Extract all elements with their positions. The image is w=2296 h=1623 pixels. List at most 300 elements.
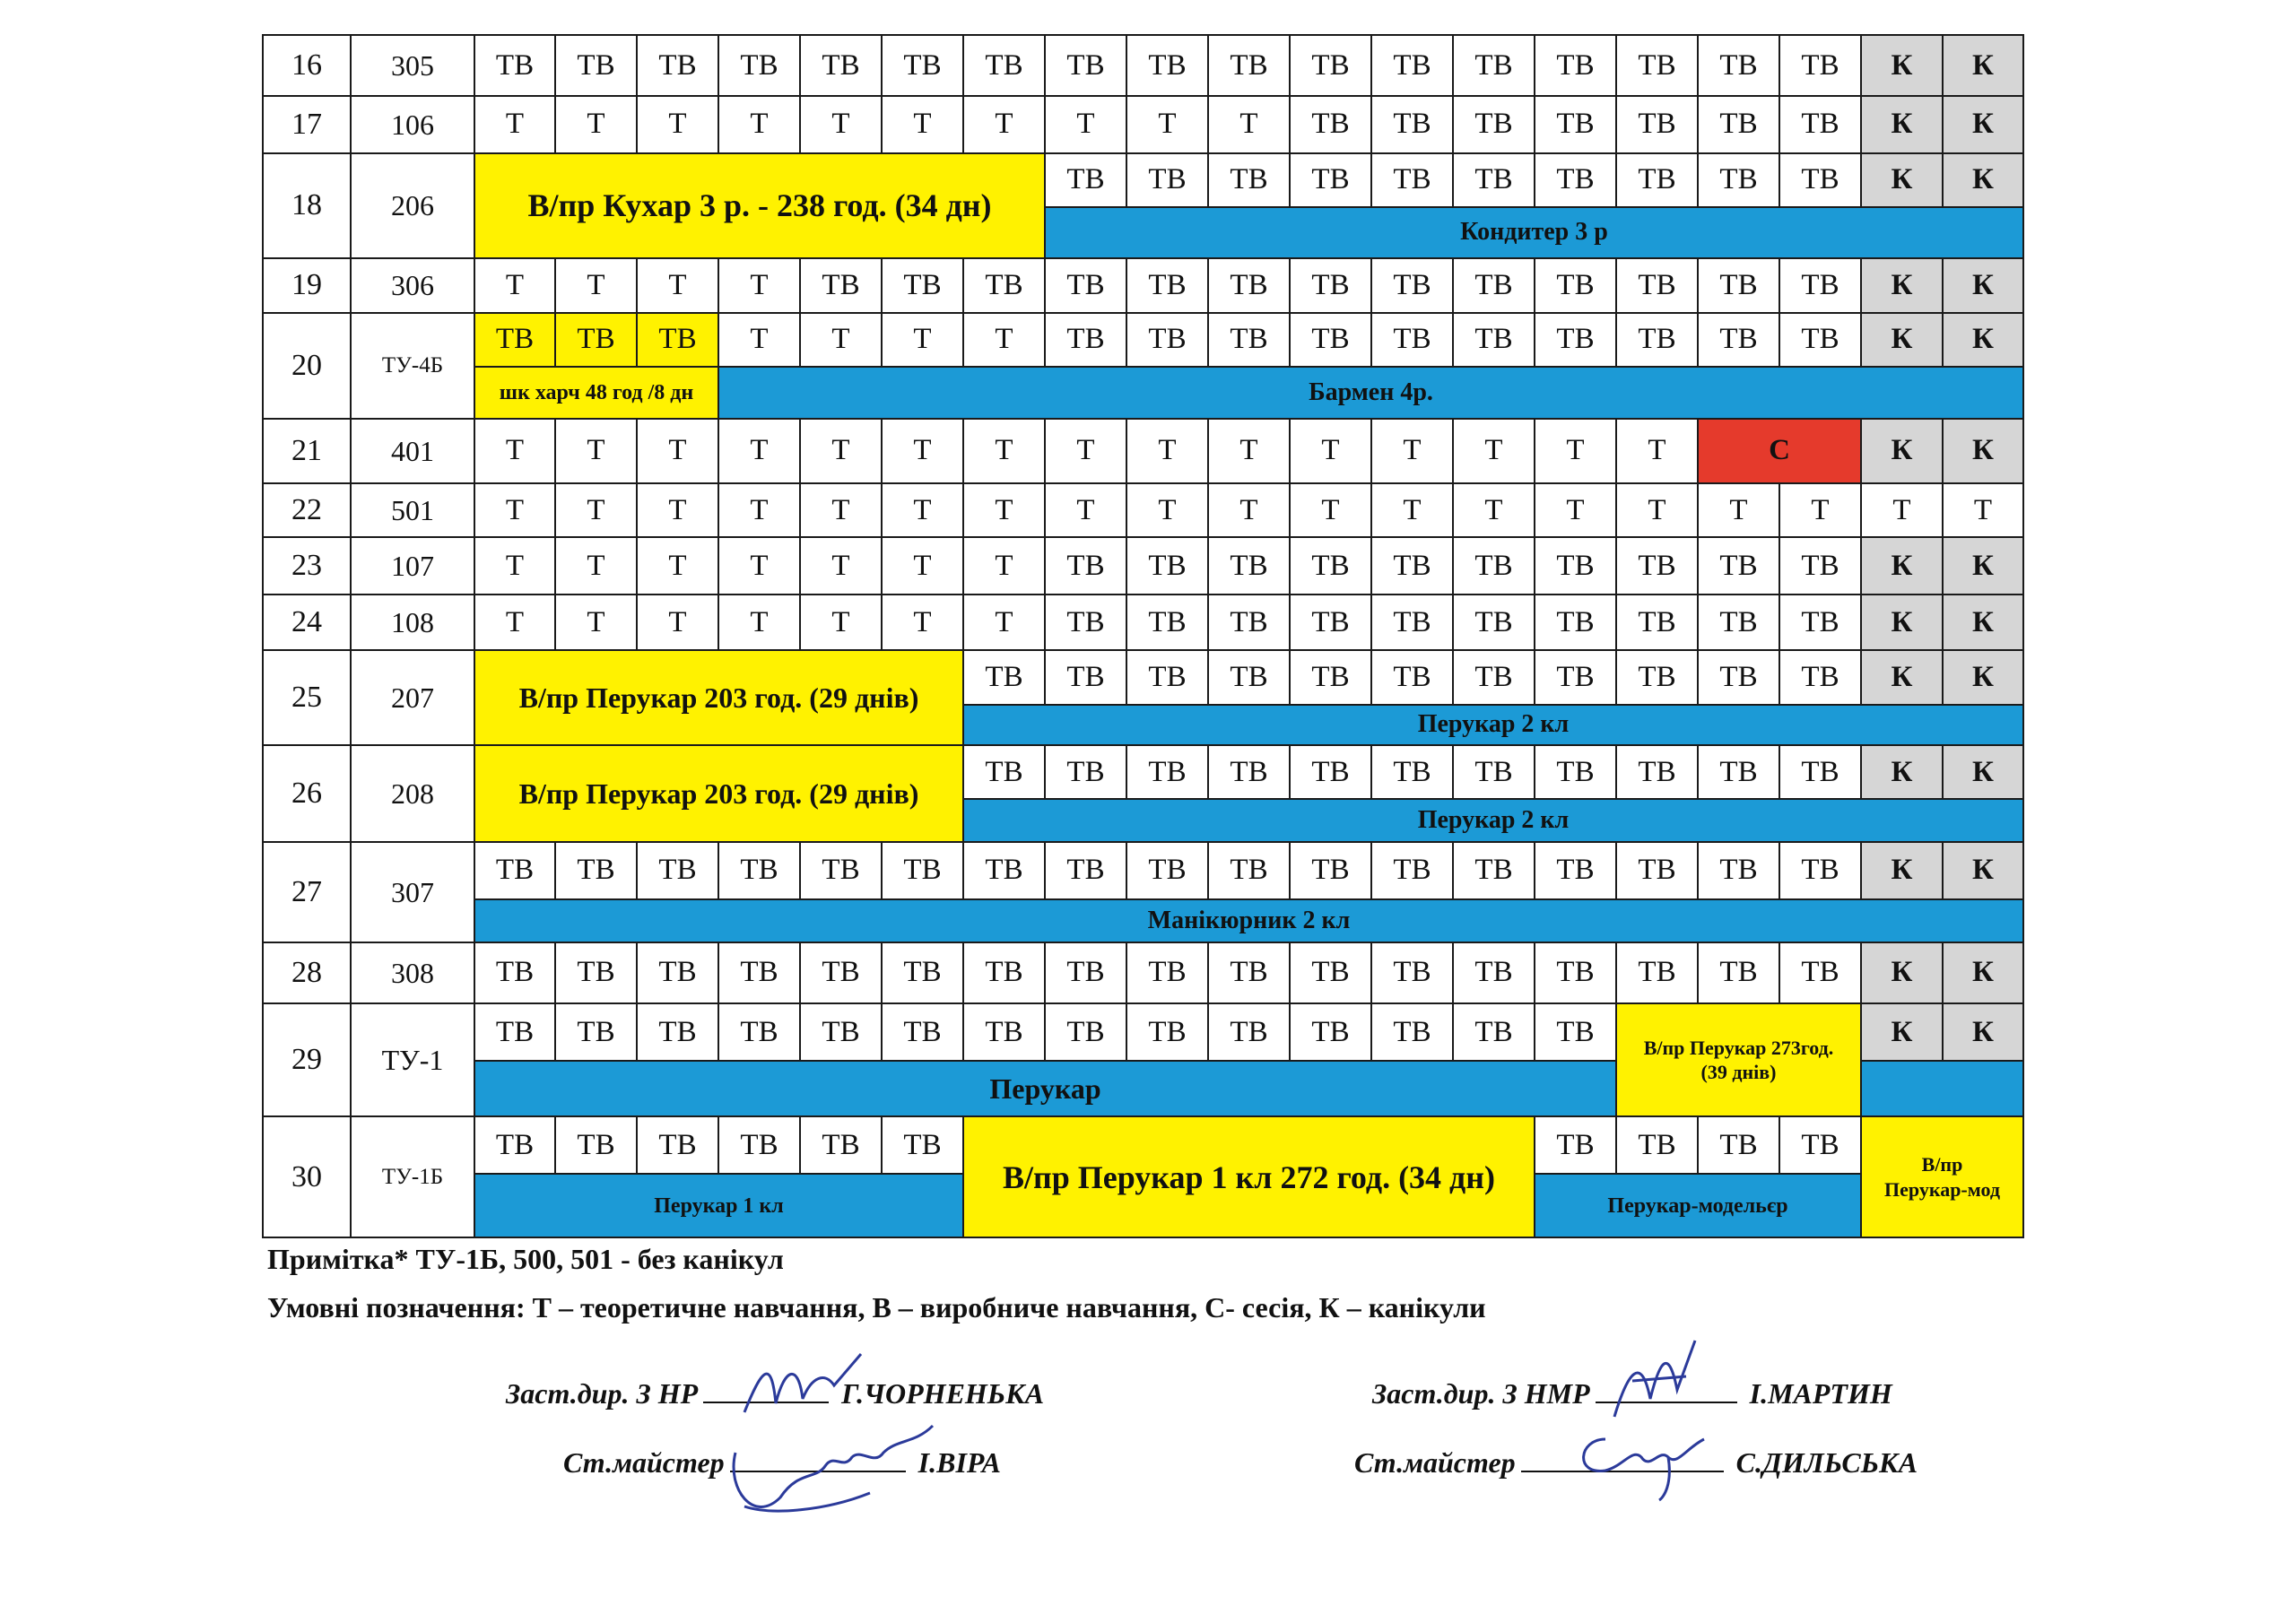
- week-cell: ТВ: [1126, 537, 1208, 595]
- week-cell: ТВ: [882, 842, 963, 899]
- week-cell: ТВ: [1453, 96, 1535, 152]
- handwritten-signature-icon: [718, 1417, 951, 1533]
- holiday-cell: К: [1861, 650, 1943, 704]
- week-cell: ТВ: [1045, 650, 1126, 704]
- week-cell: Т: [637, 537, 718, 595]
- row-number: 22: [263, 483, 351, 537]
- handwritten-signature-icon: [1570, 1421, 1722, 1502]
- week-cell: ТВ: [963, 35, 1045, 96]
- week-cell: ТВ: [555, 313, 637, 367]
- group-code: ТУ-4Б: [351, 313, 474, 419]
- week-cell: ТВ: [474, 35, 555, 96]
- week-cell: ТВ: [1616, 153, 1698, 207]
- week-cell: ТВ: [1535, 745, 1616, 799]
- week-cell: Т: [882, 537, 963, 595]
- week-cell: ТВ: [1698, 96, 1779, 152]
- week-cell: ТВ: [1453, 595, 1535, 650]
- week-cell: Т: [1208, 419, 1290, 483]
- week-cell: Т: [718, 258, 800, 313]
- week-cell: ТВ: [1290, 650, 1371, 704]
- holiday-cell: К: [1861, 96, 1943, 152]
- holiday-cell: К: [1943, 419, 2023, 483]
- week-cell: ТВ: [1698, 258, 1779, 313]
- holiday-cell: К: [1861, 595, 1943, 650]
- specialty-bar-end: [1861, 1061, 2023, 1116]
- week-cell: Т: [474, 483, 555, 537]
- signer-name: С.ДИЛЬСЬКА: [1735, 1446, 1918, 1479]
- week-cell: ТВ: [1535, 258, 1616, 313]
- practice-block: В/пр Перукар 1 кл 272 год. (34 дн): [963, 1116, 1535, 1237]
- group-code: 306: [351, 258, 474, 313]
- week-cell: Т: [1535, 483, 1616, 537]
- week-cell: Т: [474, 419, 555, 483]
- week-cell: ТВ: [1616, 96, 1698, 152]
- week-cell: ТВ: [1126, 313, 1208, 367]
- holiday-cell: К: [1943, 96, 2023, 152]
- week-cell: ТВ: [1453, 745, 1535, 799]
- week-cell: Т: [555, 595, 637, 650]
- signer-name: І.МАРТИН: [1749, 1377, 1892, 1410]
- week-cell: Т: [474, 595, 555, 650]
- week-cell: ТВ: [1045, 1003, 1126, 1061]
- week-cell: ТВ: [1535, 842, 1616, 899]
- group-code: 107: [351, 537, 474, 595]
- row-number: 30: [263, 1116, 351, 1237]
- week-cell: ТВ: [637, 1003, 718, 1061]
- week-cell: ТВ: [1453, 942, 1535, 1003]
- week-cell: ТВ: [1698, 1116, 1779, 1174]
- row-number: 26: [263, 745, 351, 842]
- holiday-cell: К: [1861, 258, 1943, 313]
- week-cell: ТВ: [637, 1116, 718, 1174]
- week-cell: ТВ: [882, 35, 963, 96]
- week-cell: ТВ: [1371, 842, 1453, 899]
- holiday-cell: К: [1861, 419, 1943, 483]
- week-cell: Т: [1616, 419, 1698, 483]
- week-cell: Т: [1535, 419, 1616, 483]
- week-cell: ТВ: [1126, 842, 1208, 899]
- week-cell: ТВ: [1779, 153, 1861, 207]
- week-cell: ТВ: [637, 942, 718, 1003]
- week-cell: ТВ: [1779, 1116, 1861, 1174]
- week-cell: Т: [1045, 419, 1126, 483]
- week-cell: Т: [1698, 483, 1779, 537]
- week-cell: Т: [800, 483, 882, 537]
- week-cell: Т: [718, 419, 800, 483]
- row-number: 24: [263, 595, 351, 650]
- week-cell: ТВ: [718, 35, 800, 96]
- practice-end-line-2: Перукар-мод: [1884, 1177, 2000, 1201]
- group-code: ТУ-1: [351, 1003, 474, 1116]
- week-cell: ТВ: [1371, 537, 1453, 595]
- row-number: 25: [263, 650, 351, 745]
- week-cell: Т: [882, 483, 963, 537]
- week-cell: Т: [474, 258, 555, 313]
- week-cell: ТВ: [1535, 35, 1616, 96]
- week-cell: ТВ: [474, 942, 555, 1003]
- week-cell: ТВ: [1535, 1116, 1616, 1174]
- week-cell: ТВ: [1616, 1116, 1698, 1174]
- week-cell: ТВ: [1779, 96, 1861, 152]
- holiday-cell: К: [1943, 258, 2023, 313]
- week-cell: Т: [1453, 419, 1535, 483]
- week-cell: Т: [1126, 96, 1208, 152]
- week-cell: ТВ: [1126, 595, 1208, 650]
- week-cell: Т: [555, 419, 637, 483]
- row-number: 16: [263, 35, 351, 96]
- week-cell: ТВ: [882, 942, 963, 1003]
- week-cell: ТВ: [1698, 313, 1779, 367]
- week-cell: ТВ: [1290, 1003, 1371, 1061]
- week-cell: ТВ: [1371, 650, 1453, 704]
- week-cell: ТВ: [882, 258, 963, 313]
- signer-title: Ст.майстер: [563, 1446, 725, 1479]
- row-number: 17: [263, 96, 351, 152]
- table-row: [263, 1116, 2023, 1174]
- week-cell: Т: [1290, 483, 1371, 537]
- week-cell: ТВ: [1616, 35, 1698, 96]
- week-cell: ТВ: [1616, 650, 1698, 704]
- week-cell: Т: [1126, 419, 1208, 483]
- holiday-cell: К: [1861, 313, 1943, 367]
- week-cell: Т: [1290, 419, 1371, 483]
- week-cell: Т: [718, 96, 800, 152]
- week-cell: ТВ: [1371, 258, 1453, 313]
- table-row: [263, 1003, 2023, 1061]
- week-cell: ТВ: [474, 1116, 555, 1174]
- week-cell: ТВ: [1126, 942, 1208, 1003]
- week-cell: Т: [882, 313, 963, 367]
- signer-title: Ст.майстер: [1354, 1446, 1516, 1479]
- week-cell: ТВ: [1698, 842, 1779, 899]
- week-cell: Т: [718, 537, 800, 595]
- week-cell: Т: [637, 483, 718, 537]
- week-cell: ТВ: [1290, 96, 1371, 152]
- holiday-cell: К: [1943, 745, 2023, 799]
- week-cell: Т: [1371, 483, 1453, 537]
- week-cell: ТВ: [1208, 537, 1290, 595]
- week-cell: Т: [637, 96, 718, 152]
- signer-name: І.ВІРА: [918, 1446, 1001, 1479]
- week-cell: ТВ: [1371, 96, 1453, 152]
- group-code: 208: [351, 745, 474, 842]
- table-row: [263, 745, 2023, 799]
- week-cell: ТВ: [1698, 650, 1779, 704]
- week-cell: ТВ: [1779, 842, 1861, 899]
- week-cell: ТВ: [637, 842, 718, 899]
- week-cell: ТВ: [1045, 942, 1126, 1003]
- schedule-table: [262, 34, 2024, 1238]
- holiday-cell: К: [1943, 1003, 2023, 1061]
- week-cell: ТВ: [882, 1116, 963, 1174]
- week-cell: ТВ: [1535, 650, 1616, 704]
- table-row: [263, 842, 2023, 899]
- week-cell: ТВ: [963, 258, 1045, 313]
- week-cell: ТВ: [1453, 537, 1535, 595]
- handwritten-signature-icon: [1596, 1336, 1713, 1435]
- week-cell: ТВ: [1290, 537, 1371, 595]
- week-cell: ТВ: [1126, 153, 1208, 207]
- week-cell: ТВ: [1208, 842, 1290, 899]
- week-cell: ТВ: [1453, 650, 1535, 704]
- week-cell: ТВ: [1045, 537, 1126, 595]
- week-cell: ТВ: [1779, 650, 1861, 704]
- week-cell: ТВ: [1371, 942, 1453, 1003]
- holiday-cell: К: [1861, 35, 1943, 96]
- specialty-bar: Перукар 2 кл: [963, 705, 2023, 746]
- week-cell: ТВ: [1698, 595, 1779, 650]
- week-cell: Т: [1208, 483, 1290, 537]
- practice-block: [1616, 1003, 1861, 1116]
- week-cell: ТВ: [1045, 313, 1126, 367]
- week-cell: Т: [718, 313, 800, 367]
- specialty-bar: Перукар 1 кл: [474, 1174, 963, 1237]
- week-cell: Т: [963, 483, 1045, 537]
- week-cell: ТВ: [1779, 595, 1861, 650]
- week-cell: ТВ: [1126, 1003, 1208, 1061]
- week-cell: ТВ: [1290, 942, 1371, 1003]
- row-number: 20: [263, 313, 351, 419]
- week-cell: ТВ: [1453, 153, 1535, 207]
- week-cell: ТВ: [555, 842, 637, 899]
- week-cell: Т: [800, 96, 882, 152]
- week-cell: Т: [555, 96, 637, 152]
- week-cell: ТВ: [1535, 942, 1616, 1003]
- week-cell: ТВ: [1208, 595, 1290, 650]
- week-cell: ТВ: [1779, 35, 1861, 96]
- session-cell: С: [1698, 419, 1861, 483]
- holiday-cell: К: [1861, 537, 1943, 595]
- table-row: [263, 367, 2023, 419]
- week-cell: ТВ: [718, 842, 800, 899]
- table-row: [263, 595, 2023, 650]
- week-cell: Т: [1045, 483, 1126, 537]
- specialty-bar: Перукар 2 кл: [963, 799, 2023, 842]
- group-code: 401: [351, 419, 474, 483]
- week-cell: ТВ: [1126, 650, 1208, 704]
- week-cell: ТВ: [1698, 153, 1779, 207]
- week-cell: ТВ: [1453, 842, 1535, 899]
- holiday-cell: К: [1943, 153, 2023, 207]
- week-cell: ТВ: [1045, 153, 1126, 207]
- week-cell: ТВ: [1371, 153, 1453, 207]
- week-cell: ТВ: [1779, 258, 1861, 313]
- week-cell: ТВ: [1208, 258, 1290, 313]
- school-food-note: шк харч 48 год /8 дн: [474, 367, 718, 419]
- holiday-cell: К: [1943, 942, 2023, 1003]
- footnote: Примітка* ТУ-1Б, 500, 501 - без канікул: [267, 1243, 784, 1275]
- row-number: 19: [263, 258, 351, 313]
- week-cell: ТВ: [718, 942, 800, 1003]
- week-cell: ТВ: [1535, 595, 1616, 650]
- signer-name: Г.ЧОРНЕНЬКА: [841, 1377, 1045, 1410]
- week-cell: ТВ: [1290, 313, 1371, 367]
- week-cell: ТВ: [1779, 313, 1861, 367]
- week-cell: ТВ: [1453, 1003, 1535, 1061]
- practice-line-2: (39 днів): [1700, 1061, 1777, 1084]
- week-cell: ТВ: [1616, 258, 1698, 313]
- week-cell: ТВ: [637, 313, 718, 367]
- week-cell: ТВ: [800, 35, 882, 96]
- week-cell: Т: [882, 595, 963, 650]
- week-cell: ТВ: [882, 1003, 963, 1061]
- week-cell: Т: [637, 258, 718, 313]
- week-cell: Т: [637, 595, 718, 650]
- specialty-bar: Кондитер 3 р: [1045, 207, 2023, 258]
- week-cell: Т: [718, 483, 800, 537]
- table-row: [263, 537, 2023, 595]
- practice-line-1: В/пр Перукар 273год.: [1643, 1036, 1834, 1059]
- week-cell: Т: [963, 96, 1045, 152]
- week-cell: ТВ: [1208, 313, 1290, 367]
- week-cell: ТВ: [1616, 313, 1698, 367]
- week-cell: ТВ: [1290, 595, 1371, 650]
- week-cell: ТВ: [555, 1003, 637, 1061]
- week-cell: Т: [555, 537, 637, 595]
- table-row: [263, 258, 2023, 313]
- week-cell: Т: [1453, 483, 1535, 537]
- practice-block-end: [1861, 1116, 2023, 1237]
- week-cell: ТВ: [1045, 595, 1126, 650]
- week-cell: ТВ: [1126, 35, 1208, 96]
- week-cell: ТВ: [718, 1116, 800, 1174]
- week-cell: ТВ: [1698, 745, 1779, 799]
- week-cell: ТВ: [1290, 153, 1371, 207]
- week-cell: Т: [1208, 96, 1290, 152]
- week-cell: ТВ: [1045, 745, 1126, 799]
- week-cell: ТВ: [1208, 650, 1290, 704]
- row-number: 18: [263, 153, 351, 258]
- week-cell: ТВ: [1371, 35, 1453, 96]
- holiday-cell: К: [1943, 35, 2023, 96]
- week-cell: ТВ: [555, 942, 637, 1003]
- week-cell: Т: [882, 419, 963, 483]
- week-cell: ТВ: [1208, 1003, 1290, 1061]
- week-cell: ТВ: [1371, 313, 1453, 367]
- table-row: [263, 153, 2023, 207]
- week-cell: ТВ: [1616, 537, 1698, 595]
- week-cell: Т: [1861, 483, 1943, 537]
- table-row: [263, 650, 2023, 704]
- holiday-cell: К: [1943, 650, 2023, 704]
- week-cell: ТВ: [800, 1003, 882, 1061]
- group-code: 307: [351, 842, 474, 942]
- week-cell: Т: [474, 537, 555, 595]
- group-code: 501: [351, 483, 474, 537]
- row-number: 28: [263, 942, 351, 1003]
- specialty-bar: Перукар-модельєр: [1535, 1174, 1861, 1237]
- week-cell: ТВ: [800, 842, 882, 899]
- row-number: 27: [263, 842, 351, 942]
- holiday-cell: К: [1861, 153, 1943, 207]
- week-cell: Т: [1943, 483, 2023, 537]
- week-cell: ТВ: [1535, 537, 1616, 595]
- week-cell: ТВ: [1453, 313, 1535, 367]
- week-cell: Т: [555, 258, 637, 313]
- week-cell: ТВ: [1290, 35, 1371, 96]
- practice-block: В/пр Кухар 3 р. - 238 год. (34 дн): [474, 153, 1045, 258]
- group-code: 206: [351, 153, 474, 258]
- week-cell: ТВ: [1535, 313, 1616, 367]
- week-cell: ТВ: [474, 1003, 555, 1061]
- week-cell: ТВ: [1371, 595, 1453, 650]
- row-number: 23: [263, 537, 351, 595]
- week-cell: ТВ: [1535, 1003, 1616, 1061]
- week-cell: Т: [963, 419, 1045, 483]
- week-cell: ТВ: [1616, 595, 1698, 650]
- week-cell: ТВ: [1371, 1003, 1453, 1061]
- holiday-cell: К: [1943, 595, 2023, 650]
- week-cell: ТВ: [1779, 537, 1861, 595]
- week-cell: ТВ: [800, 258, 882, 313]
- week-cell: ТВ: [1698, 35, 1779, 96]
- week-cell: Т: [1371, 419, 1453, 483]
- week-cell: Т: [555, 483, 637, 537]
- week-cell: ТВ: [963, 1003, 1045, 1061]
- week-cell: ТВ: [963, 650, 1045, 704]
- week-cell: ТВ: [1371, 745, 1453, 799]
- holiday-cell: К: [1861, 1003, 1943, 1061]
- table-row: [263, 96, 2023, 152]
- table-row: [263, 899, 2023, 942]
- week-cell: ТВ: [963, 942, 1045, 1003]
- week-cell: ТВ: [1616, 842, 1698, 899]
- week-cell: Т: [637, 419, 718, 483]
- holiday-cell: К: [1943, 313, 2023, 367]
- practice-end-line-1: В/пр: [1921, 1153, 1963, 1176]
- specialty-bar: Бармен 4р.: [718, 367, 2023, 419]
- group-code: 308: [351, 942, 474, 1003]
- holiday-cell: К: [1943, 842, 2023, 899]
- week-cell: ТВ: [800, 942, 882, 1003]
- signer-title: Заст.дир. З НР: [506, 1377, 699, 1410]
- holiday-cell: К: [1943, 537, 2023, 595]
- week-cell: Т: [963, 313, 1045, 367]
- week-cell: ТВ: [637, 35, 718, 96]
- group-code: 305: [351, 35, 474, 96]
- week-cell: Т: [718, 595, 800, 650]
- week-cell: Т: [1616, 483, 1698, 537]
- table-row: [263, 942, 2023, 1003]
- week-cell: ТВ: [1045, 842, 1126, 899]
- table-row: [263, 419, 2023, 483]
- signer-title: Заст.дир. З НМР: [1372, 1377, 1590, 1410]
- holiday-cell: К: [1861, 745, 1943, 799]
- week-cell: ТВ: [1045, 258, 1126, 313]
- week-cell: ТВ: [1779, 745, 1861, 799]
- week-cell: ТВ: [1126, 258, 1208, 313]
- week-cell: ТВ: [1453, 258, 1535, 313]
- row-number: 29: [263, 1003, 351, 1116]
- week-cell: Т: [800, 595, 882, 650]
- week-cell: Т: [800, 537, 882, 595]
- week-cell: Т: [1126, 483, 1208, 537]
- week-cell: Т: [1779, 483, 1861, 537]
- group-code: ТУ-1Б: [351, 1116, 474, 1237]
- group-code: 207: [351, 650, 474, 745]
- week-cell: ТВ: [800, 1116, 882, 1174]
- week-cell: ТВ: [474, 842, 555, 899]
- week-cell: ТВ: [1208, 153, 1290, 207]
- week-cell: Т: [474, 96, 555, 152]
- specialty-bar: Перукар: [474, 1061, 1616, 1116]
- week-cell: ТВ: [963, 745, 1045, 799]
- table-row: [263, 313, 2023, 367]
- week-cell: ТВ: [1698, 942, 1779, 1003]
- week-cell: ТВ: [1535, 153, 1616, 207]
- week-cell: ТВ: [1208, 35, 1290, 96]
- group-code: 106: [351, 96, 474, 152]
